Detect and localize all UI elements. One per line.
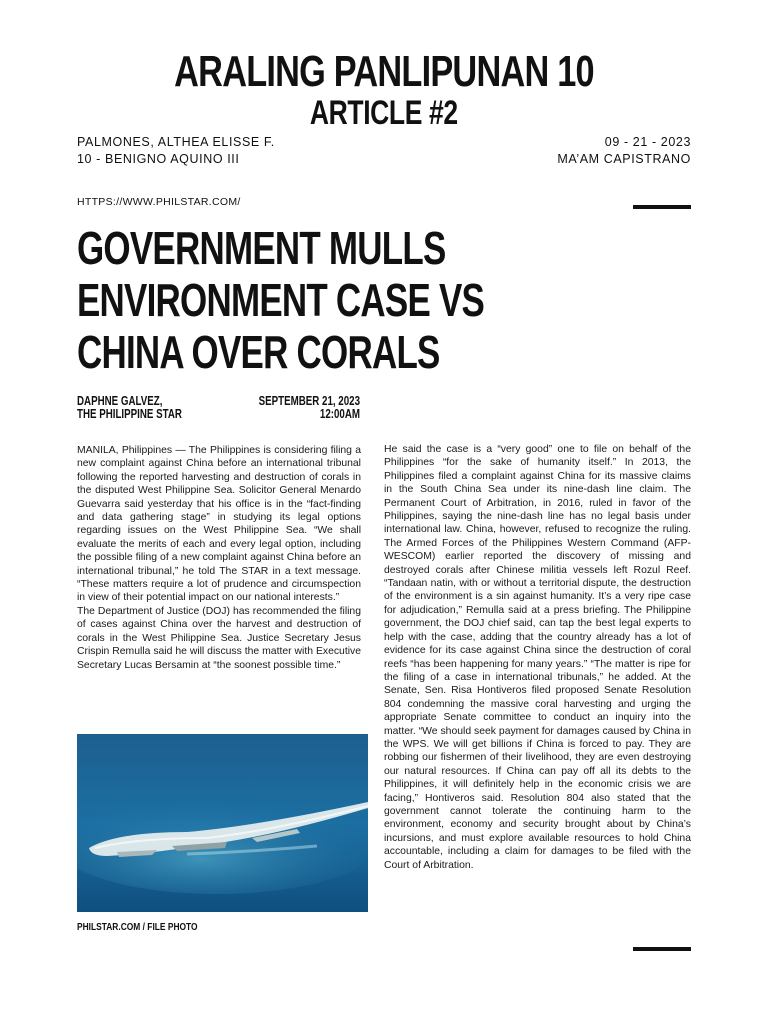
article-paragraph: He said the case is a “very good” one to file on behalf of the Philippines “for the sake of humanity itself.” In 2013, the Philippines filed a complaint against China for its massive claims in the South China Sea under its nine-dash line claim. The Permanent Court of Arbitration, in 2016, ruled in favor of the Philippines, saying the nine-dash line has no legal basis under international law. China, however, refused to recognize the ruling. The Armed Forces of the Philippines Western Command (AFP-WESCOM) earlier reported the discovery of missing and destroyed corals after Chinese militia vessels left Rozul Reef. “Tandaan natin, with or without a territorial dispute, the destruction of the environment is a sin against humanity. It’s a very ripe case for adjudication,” Remulla said at a press briefing. The Philippine government, the DOJ chief said, can tap the best legal experts to help with the case, adding that the country already has a lot of evidence for its case against China since the destruction of coral reefs “has been happening for many years.” “The matter is ripe for the filing of a case in international tribunals,” he added. At the Senate, Sen. Risa Hontiveros filed proposed Senate Resolution 804 condemning the massive coral harvesting and urging the appropriate Senate committee to conduct an inquiry into the matter. “We should seek payment for damages caused by China in the WPS. We will get billions if China is forced to pay. They are robbing our fishermen of their livelihood, they are even destroying our natural resources. If China can pay off all its debts to the Philippines, it will definitely help in the economic crisis we are facing,” Hontiveros said. Resolution 804 also stated that the government cannot tolerate the continuing harm to the environment, economy and security brought about by China’s incursions, and must explore available resources to hold China accountable, including a claim for damages to be filed with the Court of Arbitration.: [384, 444, 691, 871]
source-url: HTTPS://WWW.PHILSTAR.COM/: [77, 196, 241, 208]
article-paragraph: MANILA, Philippines — The Philippines is considering filing a new complaint against China before an international tribunal following the reported harvesting and destruction of corals in the disputed West Philippine Sea. Solicitor General Menardo Guevarra said yesterday that his office is in the “fact-finding and data gathering stage” in studying its legal options regarding issues on the West Philippine Sea. “We shall evaluate the merits of each and every legal option, including the possible filing of a new complaint against China before an international tribunal,” he told The STAR in a text message. “These matters require a lot of prudence and circumspection in view of their potential impact on our national interests.”: [77, 445, 361, 604]
student-name: PALMONES, ALTHEA ELISSE F.: [77, 135, 275, 149]
article-column-right: [384, 443, 691, 872]
byline-date: [210, 395, 360, 421]
bottom-divider: [633, 947, 691, 951]
article-column-left: [77, 444, 361, 672]
author-name: DAPHNE GALVEZ,: [77, 394, 163, 408]
photo-caption: PHILSTAR.COM / FILE PHOTO: [77, 921, 198, 933]
publication-time: 12:00AM: [319, 407, 360, 421]
submission-date: 09 - 21 - 2023: [604, 135, 691, 149]
headline-line: CHINA OVER CORALS: [77, 326, 440, 378]
article-headline: [77, 222, 597, 378]
student-info: [77, 134, 275, 168]
publication-name: THE PHILIPPINE STAR: [77, 407, 182, 421]
headline-line: ENVIRONMENT CASE VS: [77, 274, 485, 326]
top-divider: [633, 205, 691, 209]
article-photo: [77, 734, 368, 912]
byline-author: [77, 395, 212, 421]
student-section: 10 - BENIGNO AQUINO III: [77, 152, 240, 166]
article-paragraph: The Department of Justice (DOJ) has recommended the filing of cases against China over the harvest and destruction of corals in the West Philippine Sea. Justice Secretary Jesus Crispin Remulla said he will discuss the matter with Executive Secretary Lucas Bersamin at “the soonest possible time.”: [77, 605, 361, 671]
teacher-name: MA’AM CAPISTRANO: [557, 152, 691, 166]
document-subtitle: ARTICLE #2: [310, 94, 458, 132]
document-title: ARALING PANLIPUNAN 10: [174, 47, 594, 96]
submission-info: [557, 134, 691, 168]
publication-date: SEPTEMBER 21, 2023: [258, 394, 360, 408]
headline-line: GOVERNMENT MULLS: [77, 222, 446, 274]
